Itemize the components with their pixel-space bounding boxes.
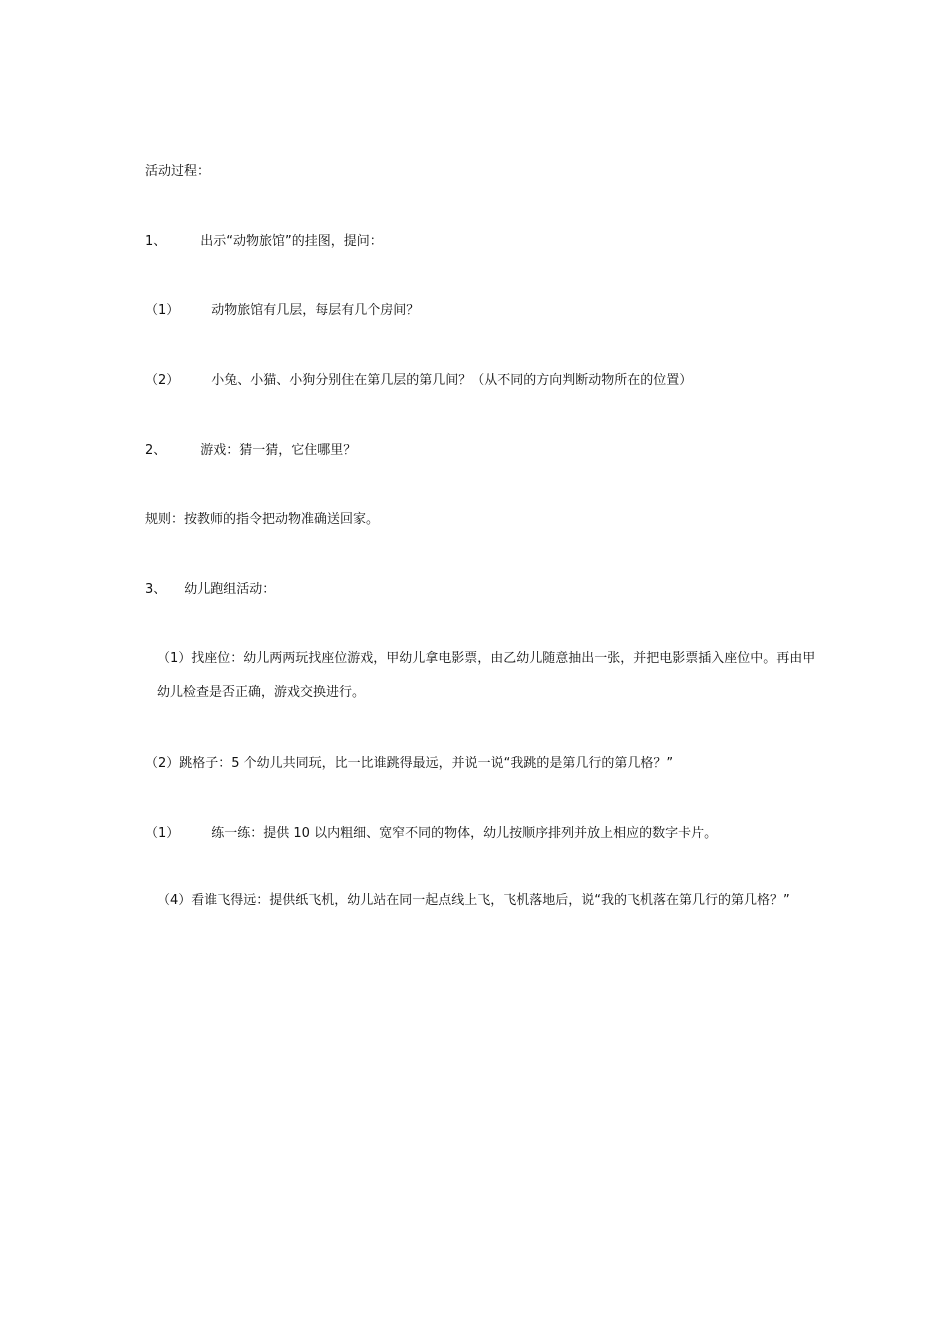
list-item-1 bbox=[145, 233, 383, 251]
question-2-number: （2） bbox=[145, 373, 180, 388]
list-item-3-number: 3、 bbox=[145, 582, 167, 597]
activity-3 bbox=[145, 825, 717, 843]
list-item-1-number: 1、 bbox=[145, 234, 167, 249]
activity-4-paragraph: （4）看谁飞得远：提供纸飞机，幼儿站在同一起点线上飞，飞机落地后，说“我的飞机落在第几行的第几格？” bbox=[157, 893, 790, 908]
list-item-3 bbox=[145, 581, 275, 599]
list-item-2 bbox=[145, 442, 356, 460]
list-item-2-text: 游戏：猜一猜，它住哪里？ bbox=[200, 443, 357, 458]
activity-2-paragraph: （2）跳格子：5 个幼儿共同玩，比一比谁跳得最远，并说一说“我跳的是第几行的第几格？” bbox=[145, 756, 674, 771]
question-2 bbox=[145, 372, 692, 390]
question-1-number: （1） bbox=[145, 303, 180, 318]
list-item-2-number: 2、 bbox=[145, 443, 167, 458]
list-item-1-text: 出示“动物旅馆”的挂图，提问： bbox=[200, 234, 383, 249]
question-2-text: 小兔、小猫、小狗分别住在第几层的第几间？（从不同的方向判断动物所在的位置） bbox=[211, 373, 693, 388]
rule-text: 规则：按教师的指令把动物准确送回家。 bbox=[145, 512, 380, 527]
list-item-3-text: 幼儿跑组活动： bbox=[184, 582, 276, 597]
activity-3-number: （1） bbox=[145, 826, 180, 841]
activity-1-paragraph: （1）找座位：幼儿两两玩找座位游戏，甲幼儿拿电影票，由乙幼儿随意抽出一张，并把电影票插入座位中。再由甲幼儿检查是否正确，游戏交换进行。 bbox=[157, 651, 816, 700]
activity-3-text: 练一练：提供 10 以内粗细、宽窄不同的物体，幼儿按顺序排列并放上相应的数字卡片。 bbox=[211, 826, 718, 841]
question-1-text: 动物旅馆有几层，每层有几个房间？ bbox=[211, 303, 420, 318]
section-heading: 活动过程： bbox=[145, 164, 211, 179]
question-1 bbox=[145, 302, 419, 320]
